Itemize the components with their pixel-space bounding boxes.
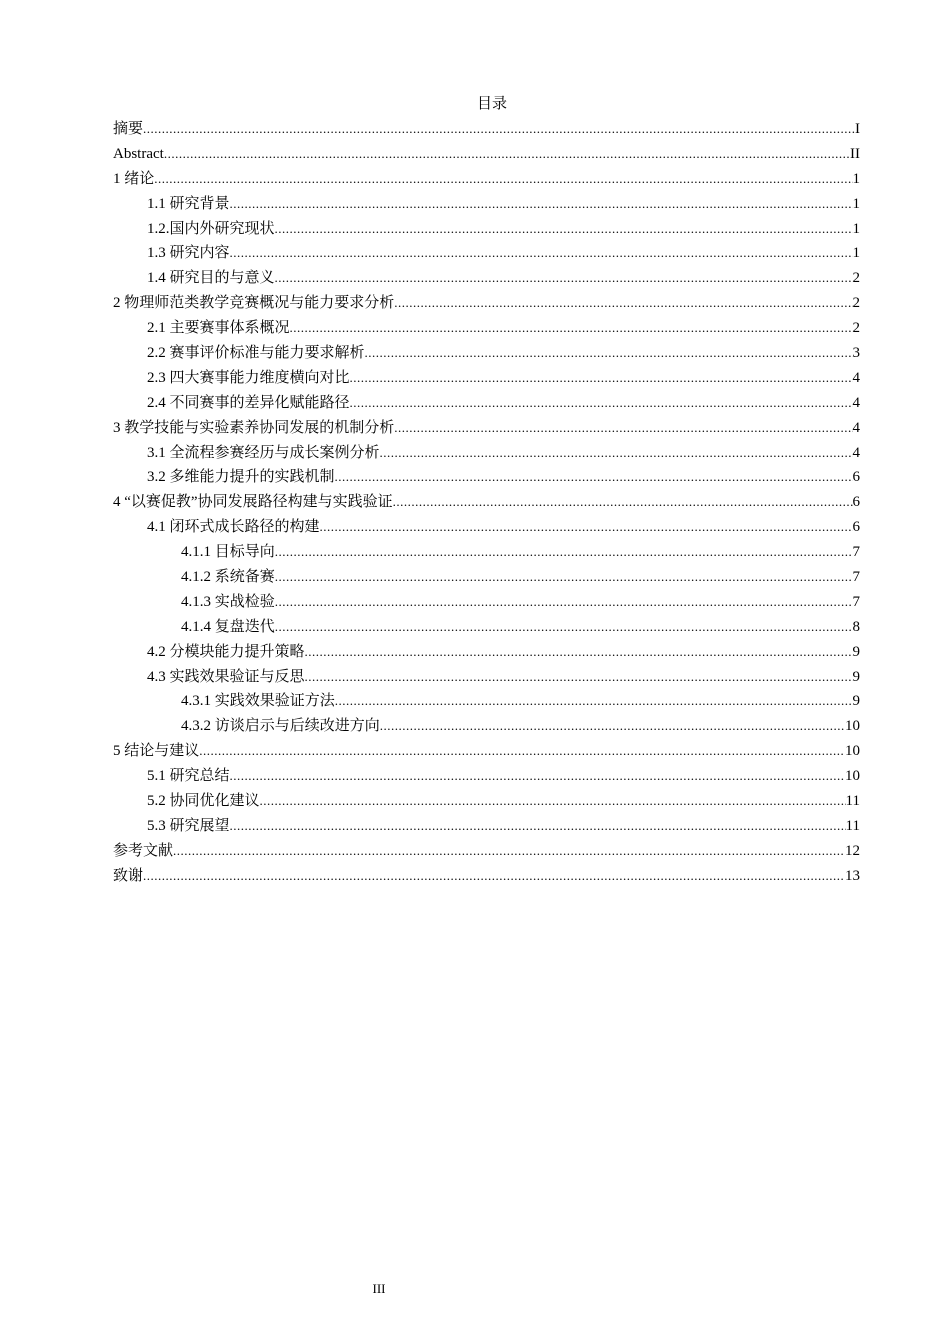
toc-leader-dots — [275, 540, 853, 565]
toc-label: 2.2 赛事评价标准与能力要求解析 — [147, 345, 365, 362]
toc-page-number: 7 — [852, 544, 860, 561]
toc-page-number: 4 — [852, 369, 860, 386]
toc-label: 1.4 研究目的与意义 — [147, 270, 275, 287]
toc-label: 1 绪论 — [113, 170, 155, 187]
toc-label: 2 物理师范类教学竞赛概况与能力要求分析 — [113, 295, 395, 312]
toc-leader-dots — [260, 789, 846, 814]
toc-leader-dots — [275, 615, 853, 640]
toc-label: 4.1.3 实战检验 — [181, 593, 275, 610]
toc-page-number: 3 — [852, 345, 860, 362]
toc-entry-section-5-2[interactable] — [113, 789, 860, 814]
page-title: 目录 — [476, 96, 507, 112]
toc-label: 4.1.4 复盘迭代 — [181, 618, 275, 635]
toc-entry-section-4-1[interactable] — [113, 515, 860, 540]
toc-leader-dots — [275, 266, 853, 291]
toc-entry-section-1-2[interactable] — [113, 217, 860, 242]
toc-label: 参考文献 — [113, 842, 174, 859]
toc-entry-section-4-1-1[interactable] — [113, 540, 860, 565]
toc-entry-references[interactable] — [113, 839, 860, 864]
table-of-contents — [113, 117, 860, 889]
toc-entry-section-4-3-2[interactable] — [113, 714, 860, 739]
toc-page-number: II — [850, 145, 860, 162]
toc-entry-section-2-4[interactable] — [113, 391, 860, 416]
toc-leader-dots — [335, 689, 853, 714]
toc-leader-dots — [164, 142, 850, 167]
toc-page-number: 7 — [852, 569, 860, 586]
toc-page-number: 9 — [852, 668, 860, 685]
toc-page-number: 10 — [845, 718, 860, 735]
toc-entry-chapter-3[interactable] — [113, 416, 860, 441]
toc-entry-section-4-1-2[interactable] — [113, 565, 860, 590]
toc-page-number: 12 — [845, 842, 860, 859]
page-number: III — [372, 1281, 386, 1296]
toc-leader-dots — [290, 316, 853, 341]
toc-leader-dots — [365, 341, 853, 366]
toc-entry-chapter-1[interactable] — [113, 167, 860, 192]
toc-leader-dots — [230, 192, 853, 217]
toc-label: 4.3 实践效果验证与反思 — [147, 668, 305, 685]
toc-page-number: 2 — [852, 270, 860, 287]
toc-entry-section-4-2[interactable] — [113, 640, 860, 665]
toc-entry-chapter-5[interactable] — [113, 739, 860, 764]
toc-entry-section-2-1[interactable] — [113, 316, 860, 341]
toc-label: 5.3 研究展望 — [147, 817, 230, 834]
toc-label: 2.4 不同赛事的差异化赋能路径 — [147, 394, 350, 411]
toc-leader-dots — [380, 714, 845, 739]
toc-label: 4.3.1 实践效果验证方法 — [181, 693, 335, 710]
toc-entry-section-3-1[interactable] — [113, 441, 860, 466]
toc-entry-section-3-2[interactable] — [113, 465, 860, 490]
toc-page-number: 6 — [852, 519, 860, 536]
toc-page-number: 11 — [845, 793, 860, 810]
toc-page-number: 1 — [852, 245, 860, 262]
toc-leader-dots — [143, 864, 845, 889]
toc-page-number: 9 — [852, 693, 860, 710]
toc-leader-dots — [230, 814, 846, 839]
toc-leader-dots — [173, 839, 845, 864]
toc-leader-dots — [394, 291, 852, 316]
toc-label: 4.1.2 系统备赛 — [181, 569, 275, 586]
toc-label: 3 教学技能与实验素养协同发展的机制分析 — [113, 419, 395, 436]
toc-label: 3.1 全流程参赛经历与成长案例分析 — [147, 444, 380, 461]
toc-entry-section-1-3[interactable] — [113, 241, 860, 266]
toc-page-number: 11 — [845, 817, 860, 834]
toc-label: 5 结论与建议 — [113, 743, 200, 760]
toc-label: 1.2.国内外研究现状 — [147, 220, 275, 237]
toc-label: Abstract — [113, 145, 164, 162]
toc-page-number: 8 — [852, 618, 860, 635]
toc-page-number: 10 — [845, 743, 860, 760]
toc-page-number: 9 — [852, 643, 860, 660]
toc-entry-section-4-3-1[interactable] — [113, 689, 860, 714]
toc-label: 4.1 闭环式成长路径的构建 — [147, 519, 320, 536]
toc-label: 5.2 协同优化建议 — [147, 793, 260, 810]
toc-page-number: 10 — [845, 768, 860, 785]
toc-leader-dots — [335, 465, 853, 490]
toc-page-number: 1 — [852, 220, 860, 237]
toc-page-number: 13 — [845, 867, 860, 884]
toc-leader-dots — [230, 764, 845, 789]
toc-page-number: 4 — [852, 444, 860, 461]
toc-entry-chapter-2[interactable] — [113, 291, 860, 316]
toc-page-number: 6 — [852, 469, 860, 486]
toc-leader-dots — [143, 117, 855, 142]
toc-label: 1.1 研究背景 — [147, 195, 230, 212]
toc-page-number: 7 — [852, 593, 860, 610]
toc-entry-section-5-3[interactable] — [113, 814, 860, 839]
toc-leader-dots — [275, 217, 853, 242]
toc-entry-acknowledgements[interactable] — [113, 864, 860, 889]
toc-entry-chapter-4[interactable] — [113, 490, 860, 515]
toc-leader-dots — [393, 490, 853, 515]
toc-leader-dots — [350, 366, 853, 391]
toc-leader-dots — [230, 241, 853, 266]
toc-entry-section-4-1-4[interactable] — [113, 615, 860, 640]
toc-label: 4.2 分模块能力提升策略 — [147, 643, 305, 660]
toc-leader-dots — [305, 665, 853, 690]
toc-entry-section-1-1[interactable] — [113, 192, 860, 217]
toc-leader-dots — [275, 590, 853, 615]
toc-page-number: I — [855, 121, 860, 137]
toc-leader-dots — [350, 391, 853, 416]
toc-label: 2.1 主要赛事体系概况 — [147, 320, 290, 337]
toc-page-number: 2 — [852, 295, 860, 312]
toc-label: 2.3 四大赛事能力维度横向对比 — [147, 369, 350, 386]
toc-entry-section-5-1[interactable] — [113, 764, 860, 789]
toc-label: 3.2 多维能力提升的实践机制 — [147, 469, 335, 486]
toc-page-number: 4 — [852, 394, 860, 411]
toc-entry-section-4-3[interactable] — [113, 665, 860, 690]
toc-leader-dots — [394, 416, 852, 441]
toc-label: 1.3 研究内容 — [147, 245, 230, 262]
toc-page-number: 2 — [852, 320, 860, 337]
toc-page-number: 1 — [852, 195, 860, 212]
toc-leader-dots — [275, 565, 853, 590]
toc-label: 摘要 — [113, 121, 144, 137]
toc-entry-abstract-cn[interactable] — [113, 117, 860, 142]
toc-label: 致谢 — [113, 867, 144, 884]
toc-leader-dots — [199, 739, 845, 764]
toc-label: 4.3.2 访谈启示与后续改进方向 — [181, 718, 380, 735]
toc-entry-section-1-4[interactable] — [113, 266, 860, 291]
toc-page-number: 6 — [852, 494, 860, 511]
toc-label: 4 “以赛促教”协同发展路径构建与实践验证 — [113, 494, 393, 511]
toc-leader-dots — [320, 515, 853, 540]
toc-page-number: 4 — [852, 419, 860, 436]
toc-leader-dots — [380, 441, 853, 466]
toc-entry-abstract-en[interactable] — [113, 142, 860, 167]
toc-leader-dots — [154, 167, 852, 192]
toc-page-number: 1 — [852, 170, 860, 187]
toc-entry-section-2-3[interactable] — [113, 366, 860, 391]
toc-entry-section-4-1-3[interactable] — [113, 590, 860, 615]
toc-label: 4.1.1 目标导向 — [181, 544, 275, 561]
toc-leader-dots — [305, 640, 853, 665]
toc-label: 5.1 研究总结 — [147, 768, 230, 785]
toc-entry-section-2-2[interactable] — [113, 341, 860, 366]
